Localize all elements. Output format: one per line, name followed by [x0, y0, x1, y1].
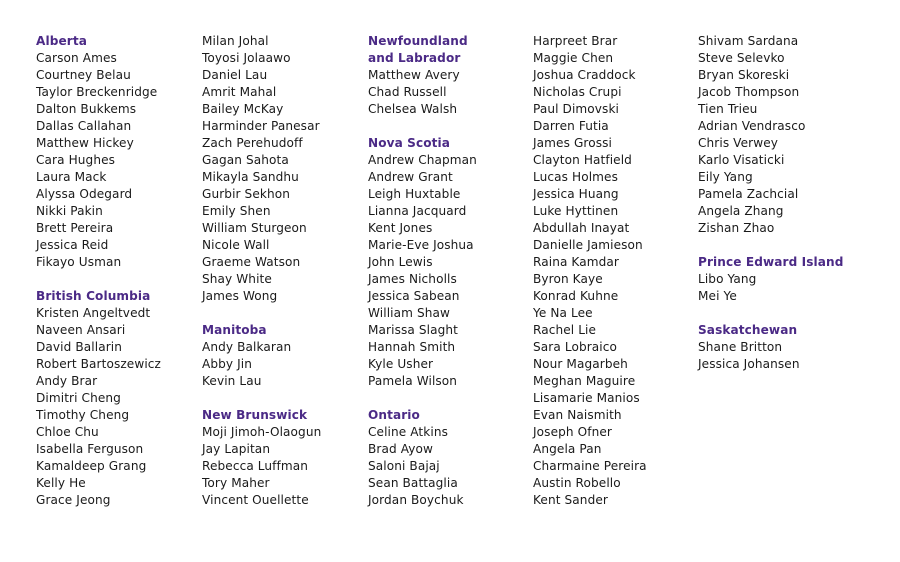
- section-spacer: [698, 237, 878, 254]
- section-spacer: [698, 305, 878, 322]
- person-name: Daniel Lau: [202, 68, 268, 82]
- column-4: [533, 33, 695, 509]
- section-spacer: [368, 118, 530, 135]
- person-name: Raina Kamdar: [533, 255, 619, 269]
- person-name: Celine Atkins: [368, 425, 448, 439]
- person-name: Adrian Vendrasco: [698, 119, 806, 133]
- person-name: Amrit Mahal: [202, 85, 277, 99]
- person-name: Kamaldeep Grang: [36, 459, 147, 473]
- person-name: Shane Britton: [698, 340, 783, 354]
- person-name: Matthew Avery: [368, 68, 460, 82]
- person-name: Kent Jones: [368, 221, 433, 235]
- column-1: [36, 33, 198, 509]
- person-name: Dallas Callahan: [36, 119, 132, 133]
- person-name: Angela Zhang: [698, 204, 784, 218]
- person-name: Andrew Chapman: [368, 153, 477, 167]
- section-spacer: [202, 390, 364, 407]
- person-name: Gurbir Sekhon: [202, 187, 291, 201]
- person-name: Marissa Slaght: [368, 323, 458, 337]
- person-name: Nicole Wall: [202, 238, 270, 252]
- person-name: Nikki Pakin: [36, 204, 103, 218]
- person-name: Cara Hughes: [36, 153, 116, 167]
- person-name: James Nicholls: [368, 272, 457, 286]
- person-name: Saloni Bajaj: [368, 459, 440, 473]
- person-name: Libo Yang: [698, 272, 757, 286]
- person-name: Eily Yang: [698, 170, 753, 184]
- person-name: Tory Maher: [202, 476, 270, 490]
- person-name: Steve Selevko: [698, 51, 785, 65]
- person-name: Darren Futia: [533, 119, 609, 133]
- person-name: Naveen Ansari: [36, 323, 126, 337]
- province-heading: Nova Scotia: [368, 136, 451, 150]
- person-name: Kelly He: [36, 476, 86, 490]
- person-name: Lianna Jacquard: [368, 204, 467, 218]
- person-name: Emily Shen: [202, 204, 271, 218]
- person-name: Kevin Lau: [202, 374, 262, 388]
- person-name: Lisamarie Manios: [533, 391, 640, 405]
- person-name: Byron Kaye: [533, 272, 603, 286]
- person-name: Sara Lobraico: [533, 340, 618, 354]
- person-name: Joshua Craddock: [533, 68, 636, 82]
- person-name: Moji Jimoh-Olaogun: [202, 425, 322, 439]
- person-name: Meghan Maguire: [533, 374, 636, 388]
- person-name: John Lewis: [368, 255, 433, 269]
- province-heading: Manitoba: [202, 323, 267, 337]
- person-name: Kyle Usher: [368, 357, 434, 371]
- person-name: Jacob Thompson: [698, 85, 800, 99]
- person-name: Harpreet Brar: [533, 34, 618, 48]
- person-name: William Sturgeon: [202, 221, 307, 235]
- person-name: Ye Na Lee: [533, 306, 593, 320]
- person-name: Jessica Sabean: [368, 289, 460, 303]
- province-heading: Prince Edward Island: [698, 255, 844, 269]
- person-name: Chris Verwey: [698, 136, 779, 150]
- person-name: Austin Robello: [533, 476, 621, 490]
- person-name: Tien Trieu: [698, 102, 758, 116]
- person-name: Jessica Johansen: [698, 357, 800, 371]
- person-name: Kent Sander: [533, 493, 608, 507]
- person-name: Shay White: [202, 272, 272, 286]
- person-name: Leigh Huxtable: [368, 187, 461, 201]
- person-name: Andy Balkaran: [202, 340, 292, 354]
- person-name: Abby Jin: [202, 357, 253, 371]
- person-name: Taylor Breckenridge: [36, 85, 158, 99]
- person-name: Matthew Hickey: [36, 136, 134, 150]
- person-name: Bailey McKay: [202, 102, 284, 116]
- person-name: Sean Battaglia: [368, 476, 458, 490]
- person-name: Hannah Smith: [368, 340, 456, 354]
- person-name: Alyssa Odegard: [36, 187, 133, 201]
- person-name: Chloe Chu: [36, 425, 99, 439]
- person-name: Timothy Cheng: [36, 408, 130, 422]
- person-name: Angela Pan: [533, 442, 602, 456]
- person-name: Rachel Lie: [533, 323, 597, 337]
- person-name: Nicholas Crupi: [533, 85, 622, 99]
- person-name: Grace Jeong: [36, 493, 111, 507]
- column-3: [368, 33, 530, 509]
- person-name: Vincent Ouellette: [202, 493, 309, 507]
- person-name: Charmaine Pereira: [533, 459, 647, 473]
- person-name: Zishan Zhao: [698, 221, 775, 235]
- column-5: [698, 33, 878, 373]
- person-name: Jordan Boychuk: [368, 493, 464, 507]
- person-name: Shivam Sardana: [698, 34, 799, 48]
- person-name: Milan Johal: [202, 34, 269, 48]
- person-name: James Grossi: [533, 136, 612, 150]
- person-name: Robert Bartoszewicz: [36, 357, 161, 371]
- person-name: Lucas Holmes: [533, 170, 618, 184]
- person-name: Brett Pereira: [36, 221, 114, 235]
- person-name: Chelsea Walsh: [368, 102, 458, 116]
- person-name: Clayton Hatfield: [533, 153, 632, 167]
- person-name: Evan Naismith: [533, 408, 622, 422]
- person-name: Andy Brar: [36, 374, 98, 388]
- person-name: Joseph Ofner: [533, 425, 612, 439]
- person-name: Karlo Visaticki: [698, 153, 785, 167]
- person-name: Chad Russell: [368, 85, 447, 99]
- person-name: Toyosi Jolaawo: [202, 51, 291, 65]
- person-name: Luke Hyttinen: [533, 204, 619, 218]
- person-name: Andrew Grant: [368, 170, 453, 184]
- person-name: Carson Ames: [36, 51, 117, 65]
- province-heading: Alberta: [36, 34, 87, 48]
- person-name: Gagan Sahota: [202, 153, 289, 167]
- province-heading: British Columbia: [36, 289, 151, 303]
- person-name: Courtney Belau: [36, 68, 131, 82]
- person-name: Harminder Panesar: [202, 119, 320, 133]
- person-name: Jessica Reid: [36, 238, 109, 252]
- person-name: Bryan Skoreski: [698, 68, 790, 82]
- person-name: Dalton Bukkems: [36, 102, 137, 116]
- column-2: [202, 33, 364, 509]
- province-heading: Ontario: [368, 408, 420, 422]
- person-name: Laura Mack: [36, 170, 107, 184]
- person-name: Pamela Wilson: [368, 374, 458, 388]
- person-name: Maggie Chen: [533, 51, 614, 65]
- person-name: Paul Dimovski: [533, 102, 620, 116]
- person-name: Jay Lapitan: [202, 442, 271, 456]
- section-spacer: [202, 305, 364, 322]
- province-heading: Saskatchewan: [698, 323, 798, 337]
- person-name: Marie-Eve Joshua: [368, 238, 474, 252]
- person-name: Rebecca Luffman: [202, 459, 309, 473]
- person-name: Abdullah Inayat: [533, 221, 630, 235]
- section-spacer: [368, 390, 530, 407]
- section-spacer: [36, 271, 198, 288]
- person-name: Danielle Jamieson: [533, 238, 643, 252]
- person-name: Kristen Angeltvedt: [36, 306, 151, 320]
- person-name: Konrad Kuhne: [533, 289, 619, 303]
- person-name: William Shaw: [368, 306, 451, 320]
- province-heading: New Brunswick: [202, 408, 308, 422]
- person-name: Jessica Huang: [533, 187, 619, 201]
- person-name: James Wong: [202, 289, 278, 303]
- person-name: Dimitri Cheng: [36, 391, 121, 405]
- person-name: Pamela Zachcial: [698, 187, 799, 201]
- person-name: Brad Ayow: [368, 442, 433, 456]
- person-name: Mikayla Sandhu: [202, 170, 299, 184]
- person-name: Zach Perehudoff: [202, 136, 303, 150]
- person-name: Mei Ye: [698, 289, 737, 303]
- person-name: Graeme Watson: [202, 255, 301, 269]
- person-name: Nour Magarbeh: [533, 357, 628, 371]
- person-name: Fikayo Usman: [36, 255, 122, 269]
- province-heading: Newfoundland and Labrador: [368, 34, 468, 65]
- person-name: Isabella Ferguson: [36, 442, 144, 456]
- person-name: David Ballarin: [36, 340, 122, 354]
